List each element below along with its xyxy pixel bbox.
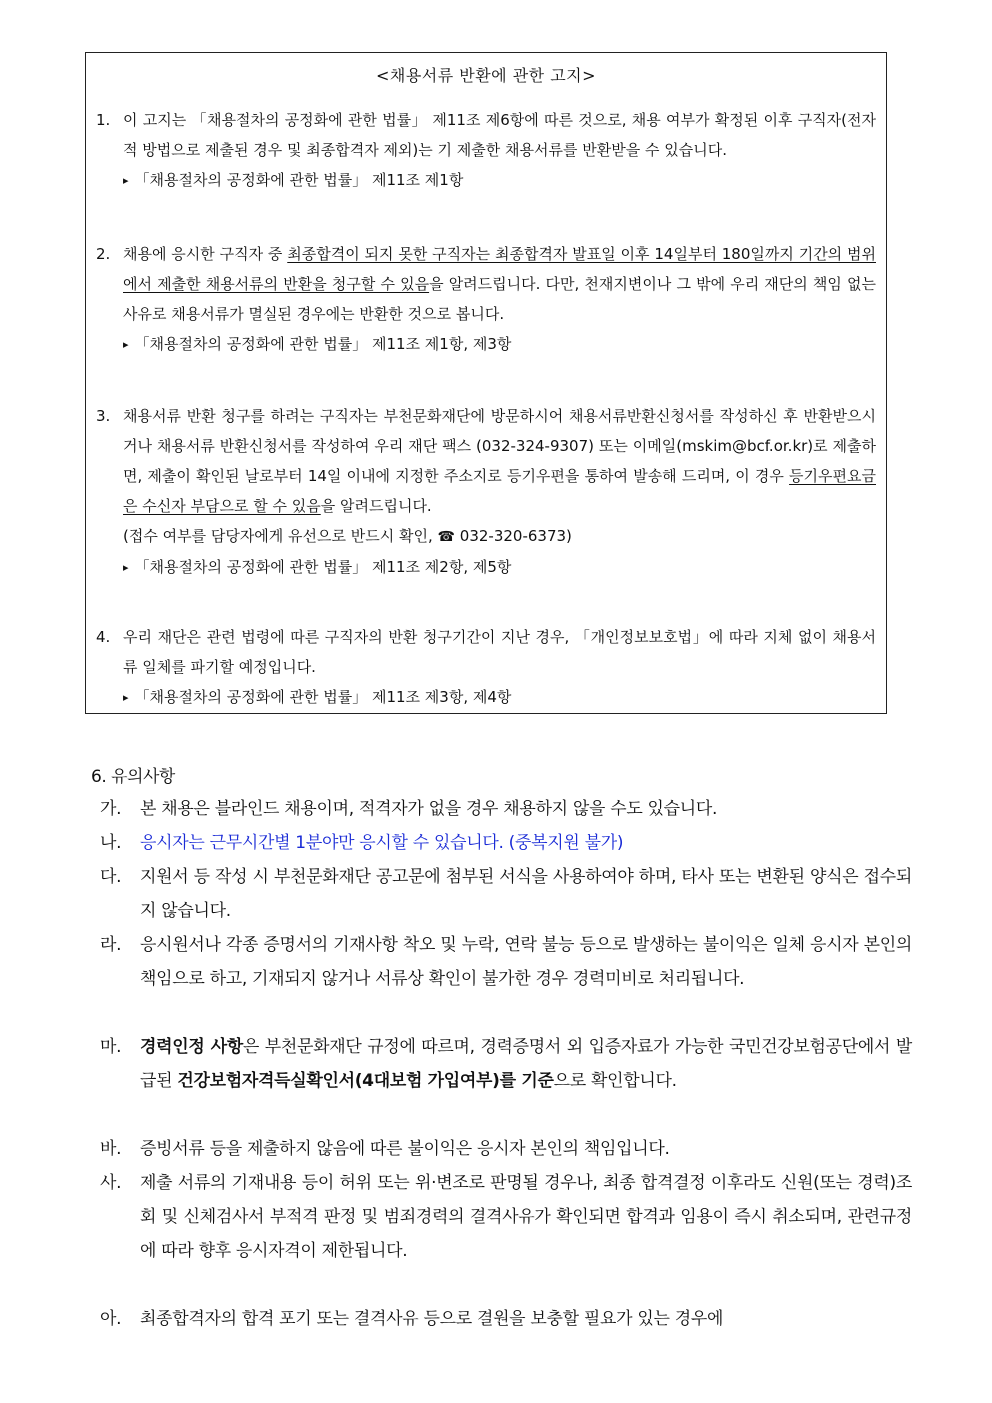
- phone-icon: ☎: [437, 529, 455, 545]
- bold-text: 건강보험자격득실확인서(4대보험 가입여부)를 기준: [177, 1071, 554, 1091]
- bullet-triangle-icon: ▸: [123, 174, 129, 187]
- note-text: 증빙서류 등을 제출하지 않음에 따른 불이익은 응시자 본인의 책임입니다.: [140, 1139, 670, 1159]
- notice-item-number: 3.: [96, 407, 111, 425]
- notice-item-2: [96, 239, 876, 361]
- notice-item-text: 채용서류 반환 청구를 하려는 구직자는 부천문화재단에 방문하시어 채용서류반환신청서를 작성하신 후 반환받으시거나 채용서류 반환신청서를 작성하여 우리 재단 팩스 (032-324-9307) 또는 이메일(mskim@bcf.or.kr)로 제출하면, 제출이 확인된 날로부터 14일 이내에 지정한 주소지로 등기우편을 통하여 발송해 드리며, 이 경우 등기우편요금은 수신자 부담으로 할 수 있음을 알려드립니다.: [123, 407, 876, 515]
- notice-item-text: 채용에 응시한 구직자 중 최종합격이 되지 못한 구직자는 최종합격자 발표일 이후 14일부터 180일까지 기간의 범위에서 제출한 채용서류의 반환을 청구할 수 있음을 알려드립니다. 다만, 천재지변이나 그 밖에 우리 재단의 책임 없는 사유로 채용서류가 멸실된 경우에는 반환한 것으로 봅니다.: [123, 245, 876, 323]
- bullet-triangle-icon: ▸: [123, 338, 129, 351]
- note-text: 제출 서류의 기재내용 등이 허위 또는 위·변조로 판명될 경우나, 최종 합격결정 이후라도 신원(또는 경력)조회 및 신체검사서 부적격 판정 및 범죄경력의 결격사유가 확인되면 합격과 임용이 즉시 취소되며, 관련규정에 따라 향후 응시자격이 제한됩니다.: [140, 1173, 912, 1261]
- note-text: 지원서 등 작성 시 부천문화재단 공고문에 첨부된 서식을 사용하여야 하며, 타사 또는 변환된 양식은 접수되지 않습니다.: [140, 867, 912, 921]
- note-item: [100, 1166, 912, 1268]
- bullet-triangle-icon: ▸: [123, 691, 129, 704]
- note-text: 최종합격자의 합격 포기 또는 결격사유 등으로 결원을 보충할 필요가 있는 경우에: [140, 1309, 724, 1329]
- notice-item-number: 1.: [96, 111, 111, 129]
- notice-item-reference: ▸ 「채용절차의 공정화에 관한 법률」 제11조 제3항, 제4항: [123, 688, 512, 706]
- notice-item-3: [96, 401, 876, 584]
- notice-item-reference: ▸ 「채용절차의 공정화에 관한 법률」 제11조 제1항: [123, 171, 464, 189]
- note-item: [100, 928, 912, 996]
- note-text: 경력인정 사항은 부천문화재단 규정에 따르며, 경력증명서 외 입증자료가 가능한 국민건강보험공단에서 발급된 건강보험자격득실확인서(4대보험 가입여부)를 기준으로 확인합니다.: [140, 1037, 912, 1091]
- notice-item-number: 2.: [96, 245, 111, 263]
- underlined-text: 등기우편요금은 수신자 부담으로 할 수 있음: [123, 467, 876, 515]
- notice-box: [85, 52, 887, 714]
- note-item: [100, 826, 912, 860]
- notice-item-contact: (접수 여부를 담당자에게 유선으로 반드시 확인, ☎ 032-320-6373): [123, 527, 572, 545]
- note-label: 사.: [100, 1173, 122, 1193]
- notice-item-reference: ▸ 「채용절차의 공정화에 관한 법률」 제11조 제2항, 제5항: [123, 558, 512, 576]
- note-label: 아.: [100, 1309, 122, 1329]
- note-text: 본 채용은 블라인드 채용이며, 적격자가 없을 경우 채용하지 않을 수도 있습니다.: [140, 799, 718, 819]
- note-label: 라.: [100, 935, 122, 955]
- notice-item-1: [96, 105, 876, 197]
- note-item: [100, 1132, 912, 1166]
- notice-item-reference: ▸ 「채용절차의 공정화에 관한 법률」 제11조 제1항, 제3항: [123, 335, 512, 353]
- note-item: [100, 792, 912, 826]
- note-item: [100, 1030, 912, 1098]
- note-label: 마.: [100, 1037, 122, 1057]
- note-item: [100, 1302, 912, 1336]
- note-label: 나.: [100, 833, 122, 853]
- underlined-text: 최종합격이 되지 못한 구직자는 최종합격자 발표일 이후 14일부터 180일까지 기간의 범위에서 제출한 채용서류의 반환을 청구할 수 있음: [123, 245, 876, 293]
- note-label: 바.: [100, 1139, 122, 1159]
- note-text-highlight: 응시자는 근무시간별 1분야만 응시할 수 있습니다. (중복지원 불가): [140, 833, 624, 853]
- note-label: 다.: [100, 867, 122, 887]
- note-label: 가.: [100, 799, 122, 819]
- notice-title: <채용서류 반환에 관한 고지>: [375, 66, 597, 85]
- notice-item-text: 이 고지는 「채용절차의 공정화에 관한 법률」 제11조 제6항에 따른 것으로, 채용 여부가 확정된 이후 구직자(전자적 방법으로 제출된 경우 및 최종합격자 제외)는 기 제출한 채용서류를 반환받을 수 있습니다.: [123, 111, 876, 159]
- bold-text: 경력인정 사항: [140, 1037, 243, 1057]
- note-text: 응시원서나 각종 증명서의 기재사항 착오 및 누락, 연락 불능 등으로 발생하는 불이익은 일체 응시자 본인의 책임으로 하고, 기재되지 않거나 서류상 확인이 불가한 경우 경력미비로 처리됩니다.: [140, 935, 912, 989]
- bullet-triangle-icon: ▸: [123, 561, 129, 574]
- note-item: [100, 860, 912, 928]
- section-title: 6. 유의사항: [91, 767, 175, 787]
- notice-item-4: [96, 622, 876, 714]
- notice-item-text: 우리 재단은 관련 법령에 따른 구직자의 반환 청구기간이 지난 경우, 「개인정보보호법」에 따라 지체 없이 채용서류 일체를 파기할 예정입니다.: [123, 628, 876, 676]
- notice-item-number: 4.: [96, 628, 111, 646]
